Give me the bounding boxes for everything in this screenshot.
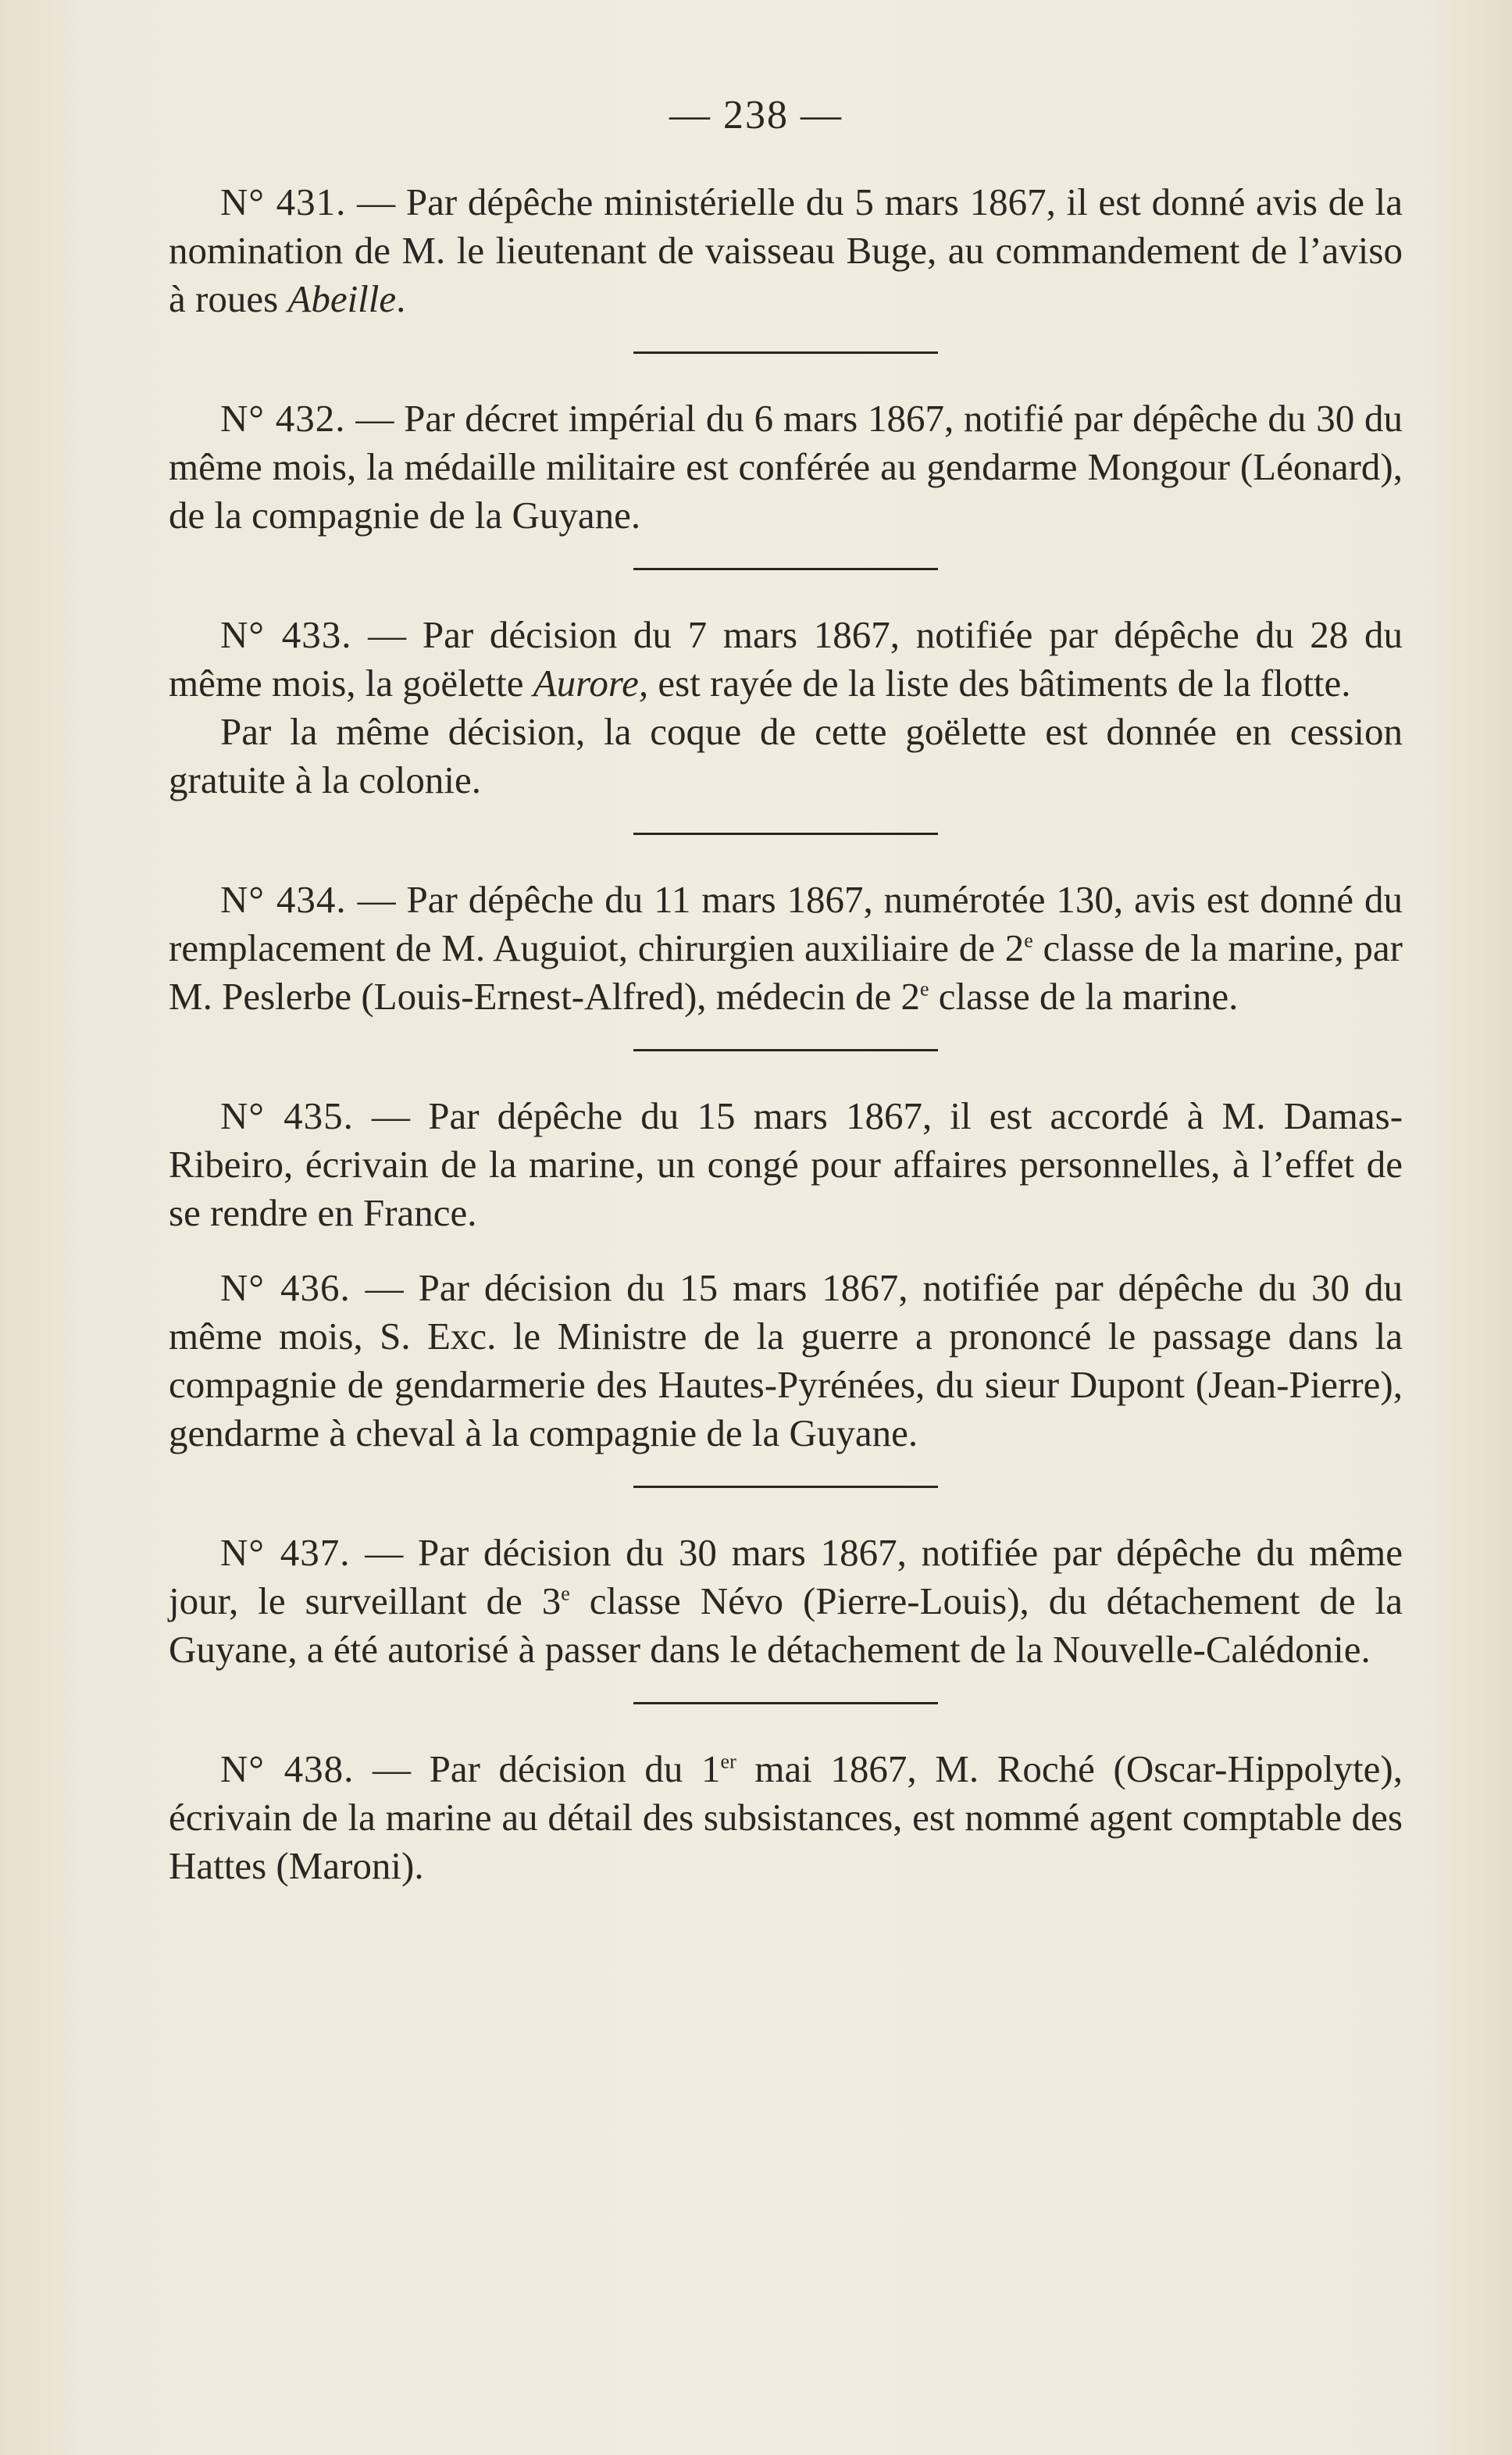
superscript: e: [1024, 929, 1033, 952]
entry-text: — Par décision du 30 mars 1867, notifiée par dépêche du même jour, le surveillant de 3: [169, 1531, 1403, 1622]
ship-name: Abeille: [287, 277, 397, 320]
entry-438: [169, 1745, 1403, 1890]
entry-437: [169, 1529, 1403, 1674]
separator-rule: [633, 351, 938, 354]
separator-rule: [633, 833, 938, 835]
entry-434: [169, 876, 1403, 1021]
entry-text-tail: est rayée de la liste des bâtiments de la flotte.: [648, 662, 1351, 705]
superscript: e: [561, 1582, 570, 1605]
entry-paragraph: [169, 611, 1403, 708]
entry-number: N° 437.: [220, 1531, 351, 1574]
separator-rule: [633, 1049, 938, 1051]
entry-text: — Par dépêche ministérielle du 5 mars 1867, il est donné avis de la nomination de M. le lieutenant de vaisseau Buge, au commandement de l’aviso à roues: [169, 180, 1403, 320]
entry-number: N° 435.: [220, 1094, 354, 1137]
separator-rule: [633, 1702, 938, 1704]
entry-number: N° 434.: [220, 878, 347, 921]
entry-number: N° 436.: [220, 1266, 351, 1309]
entry-text: — Par dépêche du 15 mars 1867, il est accordé à M. Damas-Ribeiro, écrivain de la marine, un congé pour affaires personnelles, à l’effet de se rendre en France.: [169, 1094, 1403, 1234]
entry-number: N° 433.: [220, 613, 352, 656]
entry-text: — Par décision du 1: [372, 1747, 721, 1790]
separator-rule: [633, 568, 938, 570]
entry-paragraph-continued: Par la même décision, la coque de cette goëlette est donnée en cession gratuite à la colonie.: [169, 710, 1403, 801]
entry-number: N° 431.: [220, 180, 347, 223]
entry-436: [169, 1264, 1403, 1458]
document-body: [169, 178, 1403, 1890]
superscript: e: [919, 977, 929, 1001]
entry-text: — Par décision du 7 mars 1867, notifiée par dépêche du 28 du même mois, la goëlette: [169, 613, 1403, 705]
entry-text: mai 1867, M. Roché (Oscar-Hippolyte), écrivain de la marine au détail des subsistances, est nommé agent comptable des Hattes (Maroni).: [169, 1747, 1403, 1887]
separator-rule: [633, 1486, 938, 1488]
entry-text: — Par dépêche du 11 mars 1867, numérotée 130, avis est donné du remplacement de M. Auguiot, chirurgien auxiliaire de 2: [169, 878, 1403, 969]
entry-435: [169, 1092, 1403, 1237]
entry-text: classe de la marine, par M. Peslerbe (Louis-Ernest-Alfred), médecin de 2: [169, 926, 1403, 1018]
entry-text-tail: .: [396, 277, 406, 320]
page-number: — 238 —: [669, 93, 843, 137]
ship-name: Aurore,: [533, 662, 649, 705]
entry-paragraph: [169, 1529, 1403, 1674]
entry-text: — Par décision du 15 mars 1867, notifiée par dépêche du 30 du même mois, S. Exc. le Ministre de la guerre a prononcé le passage dans la compagnie de gendarmerie des Hautes-Pyrénées, du sieur Dupont (Jean-Pierre), gendarme à cheval à la compagnie de la Guyane.: [169, 1266, 1403, 1454]
entry-text: classe Névo (Pierre-Louis), du détachement de la Guyane, a été autorisé à passer dans le détachement de la Nouvelle-Calédonie.: [169, 1579, 1403, 1671]
entry-number: N° 432.: [220, 397, 346, 440]
entry-paragraph: [169, 1264, 1403, 1458]
entry-paragraph: [169, 1745, 1403, 1890]
entry-432: [169, 394, 1403, 540]
entry-433: [169, 611, 1403, 805]
entry-paragraph: [169, 178, 1403, 323]
spacer: [169, 1237, 1403, 1264]
entry-paragraph: [169, 1092, 1403, 1237]
entry-paragraph: [169, 876, 1403, 1021]
superscript: er: [720, 1750, 736, 1773]
entry-text: — Par décret impérial du 6 mars 1867, notifié par dépêche du 30 du même mois, la médaille militaire est conférée au gendarme Mongour (Léonard), de la compagnie de la Guyane.: [169, 397, 1403, 537]
entry-431: [169, 178, 1403, 323]
entry-paragraph: [169, 394, 1403, 540]
entry-text: classe de la marine.: [929, 975, 1239, 1018]
entry-number: N° 438.: [220, 1747, 355, 1790]
